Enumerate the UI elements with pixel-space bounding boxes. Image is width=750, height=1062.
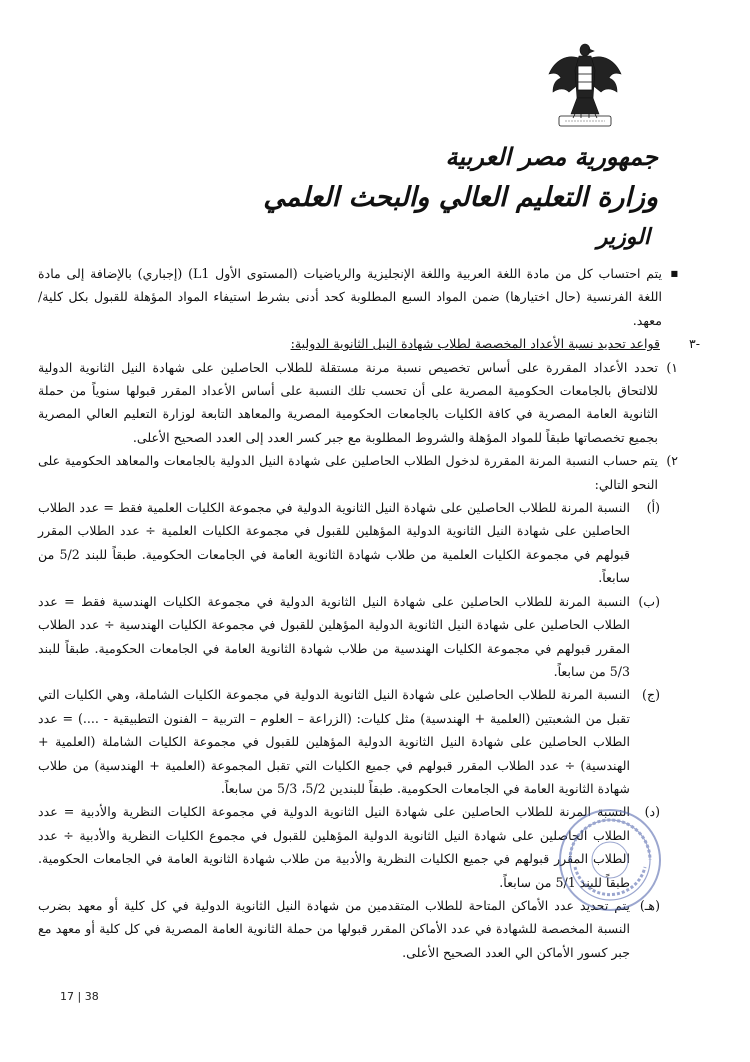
header-minister: الوزير xyxy=(596,224,650,250)
sub-item-c xyxy=(38,683,678,800)
sub-item-d-label: (د) xyxy=(644,804,660,820)
section-heading xyxy=(38,332,700,355)
list-item-1-number: ١) xyxy=(666,359,678,375)
section-title: قواعد تحديد نسبة الأعداد المخصصة لطلاب شهادة النيل الثانوية الدولية: xyxy=(290,336,660,352)
sub-item-b xyxy=(38,590,678,684)
sub-item-b-label: (ب) xyxy=(638,593,660,609)
page-number: 17 | 38 xyxy=(60,990,99,1003)
sub-item-e-label: (هـ) xyxy=(639,897,660,913)
sub-item-a-text: النسبة المرنة للطلاب الحاصلين على شهادة النيل الثانوية الدولية في مجموعة الكليات العلمية فقط = عدد الطلاب الحاصلين على شهادة النيل الثانوية الدولية المؤهلين للقبول في مجموعة الكليات العلمية ÷ عدد الطلاب المقرر قبولهم في مجموعة الكليات العلمية من طلاب شهادة الثانوية العامة في الجامعات الحكومية. طبقاً للبند 5/2 من سابعاً. xyxy=(38,500,630,586)
header-ministry: وزارة التعليم العالي والبحث العلمي xyxy=(263,182,658,213)
sub-item-a xyxy=(38,496,678,590)
list-item-1-text: تحدد الأعداد المقررة على أساس تخصيص نسبة مرنة مستقلة للطلاب الحاصلين على شهادة النيل الثانوية الدولية للالتحاق بالجامعات الحكومية المصرية على أن تحسب تلك النسبة على أساس الأعداد المقرر قبولها سنوياً من حملة الثانوية العامة المصرية في كافة الكليات بالجامعات الحكومية المصرية والمعاهد التابعة لوزارة التعليم العالي المصرية بجميع تخصصاتها طبقاً للمواد المؤهلة والشروط المطلوبة مع جبر كسر العدد إلى العدد الصحيح الأعلى. xyxy=(38,359,658,445)
eagle-emblem-icon xyxy=(545,40,625,135)
sub-item-c-label: (ج) xyxy=(642,687,660,703)
sub-item-c-text: النسبة المرنة للطلاب الحاصلين على شهادة النيل الثانوية الدولية في مجموعة الكليات الشاملة، وهي الكليات التي تقبل من الشعبتين (العلمية + الهندسية) مثل كليات: (الزراعة – العلوم – التربية – الفنون التطبيقية - ....) = عدد الطلاب الحاصلين على شهادة النيل الثانوية الدولية المؤهلين للقبول في مجموعة الكليات الشاملة (العلمية + الهندسية) ÷ عدد الطلاب المقرر قبولهم في جميع الكليات التي تقبل المجموعة (العلمية + الهندسية) من طلاب شهادة الثانوية العامة في الجامعات الحكومية. طبقاً للبندين 5/2، 5/3 من سابعاً. xyxy=(38,687,630,796)
list-item-2-number: ٢) xyxy=(666,453,678,469)
sub-item-e-text: يتم تحديد عدد الأماكن المتاحة للطلاب المتقدمين من شهادة النيل الثانوية الدولية في كل كلية أو معهد بضرب النسبة المخصصة للشهادة في عدد الأماكن المقرر قبولها من حملة الثانوية العامة المصرية في كل كلية أو معهد مع جبر كسور الأماكن الي العدد الصحيح الأعلى. xyxy=(38,897,630,960)
sub-item-d-text: النسبة المرنة للطلاب الحاصلين على شهادة النيل الثانوية الدولية في مجموعة الكليات النظرية والأدبية = عدد الطلاب الحاصلين على شهادة النيل الثانوية الدولية المؤهلين للقبول في مجموع الكليات النظرية والأدبية ÷ عدد الطلاب المقرر قبولهم في جميع الكليات النظرية والأدبية من طلاب شهادة الثانوية العامة في الجامعات الحكومية. طبقاً للبند 5/1 من سابعاً. xyxy=(38,804,630,890)
bullet-paragraph: ■ يتم احتساب كل من مادة اللغة العربية واللغة الإنجليزية والرياضيات (المستوى الأول L1) (إجباري) بالإضافة إلى مادة اللغة الفرنسية (حال اختيارها) ضمن المواد السبع المطلوبة كحد أدنى بشرط استيفاء المواد المؤهلة للقبول بكل كلية/معهد. xyxy=(38,262,678,332)
sub-item-b-text: النسبة المرنة للطلاب الحاصلين على شهادة النيل الثانوية الدولية في مجموعة الكليات الهندسية فقط = عدد الطلاب الحاصلين على شهادة النيل الثانوية الدولية المؤهلين للقبول في مجموعة الكليات الهندسية ÷ عدد الطلاب المقرر قبولهم في مجموعة الكليات الهندسية من طلاب شهادة الثانوية العامة في الجامعات الحكومية. طبقاً للبند 5/3 من سابعاً. xyxy=(38,593,631,679)
sub-item-a-label: (أ) xyxy=(646,500,660,516)
header-country: جمهورية مصر العربية xyxy=(445,142,658,171)
list-item-1 xyxy=(38,356,678,450)
list-item-2-text: يتم حساب النسبة المرنة المقررة لدخول الطلاب الحاصلين على شهادة النيل الدولية بالجامعات والمعاهد الحكومية على النحو التالي: xyxy=(38,453,658,492)
list-item-2 xyxy=(38,449,678,496)
official-stamp-icon xyxy=(555,805,665,915)
section-number: -٣ xyxy=(688,336,700,352)
